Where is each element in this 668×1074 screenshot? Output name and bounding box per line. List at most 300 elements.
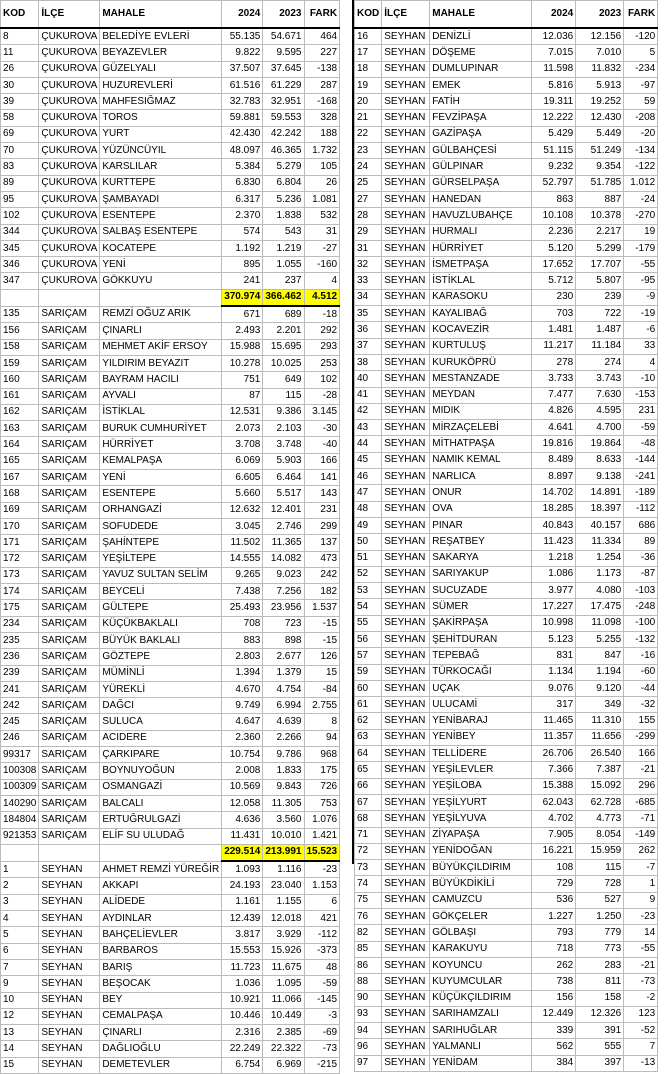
cell-kod[interactable]: 242 — [1, 698, 39, 714]
cell-kod[interactable]: 25 — [355, 175, 382, 191]
cell-2023[interactable]: 779 — [576, 925, 624, 941]
cell-2024[interactable]: 574 — [222, 224, 263, 240]
cell-2024[interactable]: 11.431 — [222, 828, 263, 844]
cell-2023[interactable]: 4.700 — [576, 420, 624, 436]
cell-mahalle[interactable]: DAĞCI — [100, 698, 222, 714]
cell-mahalle[interactable]: BAHÇELİEVLER — [100, 927, 222, 943]
cell-2024[interactable]: 10.921 — [222, 992, 263, 1008]
cell-fark[interactable]: -248 — [624, 599, 658, 615]
cell-mahalle[interactable]: OVA — [430, 501, 532, 517]
cell-fark[interactable]: 532 — [304, 208, 340, 224]
cell-2023[interactable]: 5.299 — [576, 240, 624, 256]
cell-2023[interactable]: 5.913 — [576, 77, 624, 93]
cell-2023[interactable]: 11.334 — [576, 534, 624, 550]
cell-fark[interactable]: 296 — [624, 778, 658, 794]
cell-2024[interactable]: 1.192 — [222, 240, 263, 256]
cell-kod[interactable]: 23 — [355, 143, 382, 159]
cell-fark[interactable]: -13 — [624, 1055, 658, 1071]
cell-fark[interactable]: -60 — [624, 664, 658, 680]
cell-ilce[interactable]: SEYHAN — [39, 1041, 100, 1057]
cell-ilce[interactable]: SEYHAN — [382, 1055, 430, 1071]
cell-ilce[interactable]: SEYHAN — [382, 566, 430, 582]
cell-fark[interactable]: 968 — [304, 747, 340, 763]
cell-2023[interactable]: 158 — [576, 990, 624, 1006]
cell-2023[interactable]: 1.833 — [263, 763, 304, 779]
cell-mahalle[interactable]: ÇINARLI — [100, 323, 222, 339]
cell-mahalle[interactable]: AHMET REMZİ YÜREĞİR — [100, 861, 222, 878]
cell-fark[interactable]: -685 — [624, 794, 658, 810]
cell-mahalle[interactable]: MEHMET AKİF ERSOY — [100, 339, 222, 355]
cell-2024[interactable]: 12.531 — [222, 404, 263, 420]
cell-kod[interactable]: 45 — [355, 452, 382, 468]
cell-mahalle[interactable]: MAHFESIĞMAZ — [100, 94, 222, 110]
cell-mahalle[interactable]: SARIHUĞLAR — [430, 1023, 532, 1039]
cell-kod[interactable]: 17 — [355, 45, 382, 61]
cell-ilce[interactable]: SARIÇAM — [39, 779, 100, 795]
cell-fark[interactable]: -23 — [624, 909, 658, 925]
cell-ilce[interactable]: SEYHAN — [382, 289, 430, 305]
cell-2023[interactable]: 1.116 — [263, 861, 304, 878]
cell-2024[interactable]: 2.493 — [222, 323, 263, 339]
cell-2023[interactable]: 10.010 — [263, 828, 304, 844]
cell-2023[interactable]: 2.201 — [263, 323, 304, 339]
cell-kod[interactable]: 346 — [1, 257, 39, 273]
cell-fark[interactable]: 8 — [304, 714, 340, 730]
cell-kod[interactable]: 3 — [1, 894, 39, 910]
cell-fark[interactable]: 287 — [304, 77, 340, 93]
cell-2024[interactable]: 10.446 — [222, 1008, 263, 1024]
cell-2024[interactable]: 671 — [222, 306, 263, 323]
cell-kod[interactable]: 97 — [355, 1055, 382, 1071]
cell-kod[interactable]: 171 — [1, 535, 39, 551]
cell-2023[interactable]: 213.991 — [263, 844, 304, 861]
cell-2024[interactable]: 15.553 — [222, 943, 263, 959]
cell-mahalle[interactable]: YENİDOĞAN — [430, 843, 532, 859]
cell-kod[interactable]: 19 — [355, 77, 382, 93]
cell-2023[interactable]: 1.095 — [263, 976, 304, 992]
cell-kod[interactable]: 31 — [355, 240, 382, 256]
cell-kod[interactable]: 170 — [1, 518, 39, 534]
cell-2024[interactable]: 895 — [222, 257, 263, 273]
cell-2023[interactable]: 3.743 — [576, 371, 624, 387]
cell-kod[interactable]: 1 — [1, 861, 39, 878]
cell-kod[interactable]: 173 — [1, 567, 39, 583]
cell-2023[interactable]: 349 — [576, 697, 624, 713]
cell-kod[interactable]: 35 — [355, 306, 382, 322]
cell-fark[interactable]: 31 — [304, 224, 340, 240]
cell-2024[interactable]: 10.754 — [222, 747, 263, 763]
cell-2024[interactable]: 4.702 — [532, 811, 576, 827]
cell-fark[interactable]: -69 — [304, 1025, 340, 1041]
cell-mahalle[interactable]: EMEK — [430, 77, 532, 93]
cell-fark[interactable]: 262 — [624, 843, 658, 859]
cell-ilce[interactable]: SARIÇAM — [39, 763, 100, 779]
cell-kod[interactable]: 46 — [355, 469, 382, 485]
cell-2024[interactable]: 5.120 — [532, 240, 576, 256]
cell-2023[interactable]: 237 — [263, 273, 304, 289]
cell-fark[interactable]: -84 — [304, 681, 340, 697]
cell-2024[interactable]: 9.749 — [222, 698, 263, 714]
cell-2024[interactable]: 230 — [532, 289, 576, 305]
cell-mahalle[interactable]: DEMETEVLER — [100, 1057, 222, 1073]
cell-fark[interactable]: -40 — [304, 437, 340, 453]
cell-kod[interactable]: 167 — [1, 470, 39, 486]
cell-2023[interactable]: 6.994 — [263, 698, 304, 714]
cell-2024[interactable]: 5.123 — [532, 631, 576, 647]
cell-2023[interactable]: 15.092 — [576, 778, 624, 794]
cell-2024[interactable]: 14.702 — [532, 485, 576, 501]
cell-2023[interactable]: 5.255 — [576, 631, 624, 647]
cell-kod[interactable]: 7 — [1, 959, 39, 975]
cell-2024[interactable]: 7.905 — [532, 827, 576, 843]
cell-2024[interactable]: 1.394 — [222, 665, 263, 681]
cell-kod[interactable]: 82 — [355, 925, 382, 941]
cell-mahalle[interactable]: HÜRRİYET — [430, 240, 532, 256]
cell-2024[interactable]: 24.193 — [222, 878, 263, 894]
cell-mahalle[interactable]: YÜREKLİ — [100, 681, 222, 697]
cell-fark[interactable]: 473 — [304, 551, 340, 567]
cell-ilce[interactable]: SEYHAN — [382, 534, 430, 550]
cell-ilce[interactable]: ÇUKUROVA — [39, 175, 100, 191]
cell-ilce[interactable]: SARIÇAM — [39, 795, 100, 811]
cell-mahalle[interactable]: HUZUREVLERİ — [100, 77, 222, 93]
cell-kod[interactable]: 245 — [1, 714, 39, 730]
cell-ilce[interactable]: SARIÇAM — [39, 714, 100, 730]
cell-2024[interactable]: 14.555 — [222, 551, 263, 567]
cell-2024[interactable]: 2.236 — [532, 224, 576, 240]
header-ilce[interactable]: İLÇE — [382, 1, 430, 29]
cell-2024[interactable]: 241 — [222, 273, 263, 289]
cell-mahalle[interactable]: GÖLBAŞI — [430, 925, 532, 941]
cell-ilce[interactable]: SEYHAN — [382, 469, 430, 485]
cell-2024[interactable]: 738 — [532, 974, 576, 990]
cell-ilce[interactable]: SEYHAN — [382, 452, 430, 468]
cell-ilce[interactable]: SEYHAN — [382, 371, 430, 387]
header-2024[interactable]: 2024 — [222, 1, 263, 29]
cell-mahalle[interactable]: SALBAŞ ESENTEPE — [100, 224, 222, 240]
cell-mahalle[interactable]: SARIYAKUP — [430, 566, 532, 582]
cell-kod[interactable]: 49 — [355, 517, 382, 533]
cell-ilce[interactable]: SEYHAN — [382, 143, 430, 159]
cell-ilce[interactable]: ÇUKUROVA — [39, 208, 100, 224]
cell-mahalle[interactable]: ŞAKİRPAŞA — [430, 615, 532, 631]
cell-2023[interactable]: 2.266 — [263, 730, 304, 746]
cell-ilce[interactable]: SEYHAN — [382, 501, 430, 517]
cell-ilce[interactable]: SEYHAN — [382, 778, 430, 794]
cell-2023[interactable]: 11.098 — [576, 615, 624, 631]
cell-2023[interactable]: 722 — [576, 306, 624, 322]
cell-fark[interactable]: 231 — [624, 403, 658, 419]
cell-kod[interactable]: 28 — [355, 208, 382, 224]
cell-2024[interactable]: 1.086 — [532, 566, 576, 582]
cell-ilce[interactable]: SEYHAN — [382, 126, 430, 142]
cell-fark[interactable]: -97 — [624, 77, 658, 93]
cell-kod[interactable]: 55 — [355, 615, 382, 631]
cell-2023[interactable]: 32.951 — [263, 94, 304, 110]
cell-kod[interactable]: 30 — [1, 77, 39, 93]
cell-2023[interactable]: 689 — [263, 306, 304, 323]
cell-ilce[interactable]: SEYHAN — [382, 631, 430, 647]
cell-fark[interactable]: 59 — [624, 94, 658, 110]
cell-fark[interactable]: -100 — [624, 615, 658, 631]
cell-2023[interactable]: 9.023 — [263, 567, 304, 583]
cell-2023[interactable]: 12.401 — [263, 502, 304, 518]
cell-mahalle[interactable]: GÜRSELPAŞA — [430, 175, 532, 191]
cell-2024[interactable]: 278 — [532, 354, 576, 370]
cell-kod[interactable]: 102 — [1, 208, 39, 224]
cell-mahalle[interactable]: YÜZÜNCÜYIL — [100, 143, 222, 159]
cell-ilce[interactable]: SEYHAN — [382, 974, 430, 990]
cell-kod[interactable]: 71 — [355, 827, 382, 843]
cell-2024[interactable]: 4.641 — [532, 420, 576, 436]
cell-fark[interactable]: 253 — [304, 355, 340, 371]
cell-ilce[interactable]: SARIÇAM — [39, 535, 100, 551]
cell-ilce[interactable]: SARIÇAM — [39, 551, 100, 567]
cell-ilce[interactable]: ÇUKUROVA — [39, 159, 100, 175]
cell-ilce[interactable]: SEYHAN — [382, 403, 430, 419]
cell-2023[interactable]: 9.386 — [263, 404, 304, 420]
cell-ilce[interactable]: ÇUKUROVA — [39, 191, 100, 207]
cell-fark[interactable]: -270 — [624, 208, 658, 224]
cell-kod[interactable]: 37 — [355, 338, 382, 354]
cell-mahalle[interactable]: GÖKKUYU — [100, 273, 222, 289]
cell-mahalle[interactable]: BEYCELİ — [100, 584, 222, 600]
cell-mahalle[interactable]: FATİH — [430, 94, 532, 110]
cell-2024[interactable]: 1.134 — [532, 664, 576, 680]
cell-2023[interactable]: 23.956 — [263, 600, 304, 616]
cell-fark[interactable]: -3 — [304, 1008, 340, 1024]
cell-2023[interactable]: 11.675 — [263, 959, 304, 975]
cell-ilce[interactable]: SEYHAN — [39, 959, 100, 975]
cell-2024[interactable]: 2.073 — [222, 421, 263, 437]
cell-ilce[interactable]: SEYHAN — [382, 191, 430, 207]
cell-fark[interactable]: -28 — [304, 388, 340, 404]
cell-2024[interactable]: 7.015 — [532, 45, 576, 61]
cell-mahalle[interactable]: KARASOKU — [430, 289, 532, 305]
cell-mahalle[interactable]: CAMUZCU — [430, 892, 532, 908]
cell-mahalle[interactable]: BOYNUYOĞUN — [100, 763, 222, 779]
cell-2023[interactable]: 10.025 — [263, 355, 304, 371]
cell-2024[interactable]: 5.712 — [532, 273, 576, 289]
cell-mahalle[interactable]: DÖŞEME — [430, 45, 532, 61]
cell-mahalle[interactable]: BEY — [100, 992, 222, 1008]
cell-ilce[interactable]: SEYHAN — [382, 843, 430, 859]
cell-mahalle[interactable]: YEŞİLEVLER — [430, 762, 532, 778]
cell-mahalle[interactable]: ELİF SU ULUDAĞ — [100, 828, 222, 844]
cell-fark[interactable]: 299 — [304, 518, 340, 534]
cell-2023[interactable]: 1.254 — [576, 550, 624, 566]
cell-fark[interactable]: 155 — [624, 713, 658, 729]
cell-2024[interactable]: 536 — [532, 892, 576, 908]
cell-fark[interactable]: -59 — [624, 420, 658, 436]
cell-2023[interactable]: 15.959 — [576, 843, 624, 859]
cell-kod[interactable]: 59 — [355, 664, 382, 680]
cell-fark[interactable]: -21 — [624, 957, 658, 973]
cell-fark[interactable]: -44 — [624, 680, 658, 696]
cell-kod[interactable] — [1, 289, 39, 306]
cell-kod[interactable]: 175 — [1, 600, 39, 616]
cell-2024[interactable]: 2.360 — [222, 730, 263, 746]
cell-2024[interactable]: 2.008 — [222, 763, 263, 779]
cell-fark[interactable]: 7 — [624, 1039, 658, 1055]
cell-fark[interactable]: 726 — [304, 779, 340, 795]
cell-ilce[interactable]: SARIÇAM — [39, 339, 100, 355]
cell-fark[interactable]: -15 — [304, 616, 340, 632]
cell-fark[interactable]: 9 — [624, 892, 658, 908]
cell-2024[interactable]: 708 — [222, 616, 263, 632]
cell-2023[interactable]: 9.138 — [576, 469, 624, 485]
cell-ilce[interactable]: SARIÇAM — [39, 323, 100, 339]
cell-mahalle[interactable] — [100, 289, 222, 306]
header-fark[interactable]: FARK — [304, 1, 340, 29]
cell-2023[interactable]: 2.217 — [576, 224, 624, 240]
cell-fark[interactable]: -153 — [624, 387, 658, 403]
cell-ilce[interactable]: SEYHAN — [39, 992, 100, 1008]
cell-kod[interactable]: 68 — [355, 811, 382, 827]
cell-2024[interactable]: 42.430 — [222, 126, 263, 142]
cell-mahalle[interactable]: KAYALIBAĞ — [430, 306, 532, 322]
cell-ilce[interactable]: SARIÇAM — [39, 388, 100, 404]
cell-mahalle[interactable]: DAĞLIOĞLU — [100, 1041, 222, 1057]
cell-2024[interactable]: 108 — [532, 860, 576, 876]
cell-mahalle[interactable]: KURTULUŞ — [430, 338, 532, 354]
cell-2024[interactable]: 19.311 — [532, 94, 576, 110]
cell-kod[interactable]: 20 — [355, 94, 382, 110]
cell-mahalle[interactable]: MİRZAÇELEBİ — [430, 420, 532, 436]
cell-ilce[interactable]: SEYHAN — [382, 909, 430, 925]
cell-mahalle[interactable]: BALCALI — [100, 795, 222, 811]
cell-ilce[interactable]: ÇUKUROVA — [39, 77, 100, 93]
cell-2023[interactable]: 11.066 — [263, 992, 304, 1008]
cell-kod[interactable]: 56 — [355, 631, 382, 647]
cell-2024[interactable]: 87 — [222, 388, 263, 404]
cell-ilce[interactable]: SEYHAN — [39, 1008, 100, 1024]
cell-kod[interactable]: 39 — [1, 94, 39, 110]
cell-ilce[interactable]: SEYHAN — [382, 664, 430, 680]
cell-fark[interactable]: -103 — [624, 583, 658, 599]
cell-mahalle[interactable]: YEŞİLYUVA — [430, 811, 532, 827]
cell-2024[interactable]: 12.222 — [532, 110, 576, 126]
cell-fark[interactable]: -36 — [624, 550, 658, 566]
cell-2023[interactable]: 11.305 — [263, 795, 304, 811]
cell-mahalle[interactable]: HÜRRİYET — [100, 437, 222, 453]
cell-2023[interactable]: 1.055 — [263, 257, 304, 273]
cell-mahalle[interactable]: ÇINARLI — [100, 1025, 222, 1041]
cell-fark[interactable]: 1.012 — [624, 175, 658, 191]
cell-fark[interactable]: -52 — [624, 1023, 658, 1039]
cell-kod[interactable]: 99317 — [1, 747, 39, 763]
cell-fark[interactable]: -24 — [624, 191, 658, 207]
cell-kod[interactable]: 241 — [1, 681, 39, 697]
cell-kod[interactable]: 158 — [1, 339, 39, 355]
cell-2023[interactable]: 115 — [263, 388, 304, 404]
cell-2023[interactable]: 7.630 — [576, 387, 624, 403]
cell-2023[interactable]: 5.236 — [263, 191, 304, 207]
cell-2024[interactable]: 11.502 — [222, 535, 263, 551]
cell-mahalle[interactable]: OSMANGAZİ — [100, 779, 222, 795]
cell-2023[interactable]: 2.746 — [263, 518, 304, 534]
cell-mahalle[interactable]: ERTUĞRULGAZİ — [100, 812, 222, 828]
cell-kod[interactable]: 16 — [355, 28, 382, 45]
cell-kod[interactable]: 27 — [355, 191, 382, 207]
cell-mahalle[interactable]: YEŞİLOBA — [430, 778, 532, 794]
cell-2023[interactable]: 7.010 — [576, 45, 624, 61]
cell-kod[interactable]: 4 — [1, 911, 39, 927]
cell-ilce[interactable]: SARIÇAM — [39, 453, 100, 469]
cell-mahalle[interactable]: MIDIK — [430, 403, 532, 419]
cell-ilce[interactable]: SEYHAN — [382, 436, 430, 452]
cell-2024[interactable]: 7.438 — [222, 584, 263, 600]
cell-2023[interactable]: 1.194 — [576, 664, 624, 680]
cell-mahalle[interactable]: YURT — [100, 126, 222, 142]
cell-kod[interactable]: 26 — [1, 61, 39, 77]
cell-ilce[interactable]: SEYHAN — [382, 77, 430, 93]
cell-ilce[interactable]: ÇUKUROVA — [39, 61, 100, 77]
cell-ilce[interactable]: SEYHAN — [382, 876, 430, 892]
cell-kod[interactable]: 5 — [1, 927, 39, 943]
cell-kod[interactable]: 66 — [355, 778, 382, 794]
cell-fark[interactable]: 89 — [624, 534, 658, 550]
cell-mahalle[interactable]: KARSLILAR — [100, 159, 222, 175]
cell-2023[interactable]: 15.695 — [263, 339, 304, 355]
cell-2023[interactable]: 62.728 — [576, 794, 624, 810]
cell-mahalle[interactable]: KEMALPAŞA — [100, 453, 222, 469]
cell-mahalle[interactable]: REŞATBEY — [430, 534, 532, 550]
cell-fark[interactable]: -73 — [624, 974, 658, 990]
cell-kod[interactable]: 32 — [355, 257, 382, 273]
cell-fark[interactable]: -48 — [624, 436, 658, 452]
cell-kod[interactable]: 235 — [1, 632, 39, 648]
cell-kod[interactable]: 83 — [1, 159, 39, 175]
cell-mahalle[interactable]: BARIŞ — [100, 959, 222, 975]
cell-mahalle[interactable]: SUCUZADE — [430, 583, 532, 599]
cell-2023[interactable]: 898 — [263, 632, 304, 648]
cell-2024[interactable]: 9.076 — [532, 680, 576, 696]
cell-2024[interactable]: 863 — [532, 191, 576, 207]
cell-fark[interactable]: -132 — [624, 631, 658, 647]
cell-2024[interactable]: 729 — [532, 876, 576, 892]
cell-2024[interactable]: 4.826 — [532, 403, 576, 419]
cell-2023[interactable]: 1.250 — [576, 909, 624, 925]
cell-2023[interactable]: 9.595 — [263, 45, 304, 61]
cell-2023[interactable]: 19.252 — [576, 94, 624, 110]
cell-2023[interactable]: 4.080 — [576, 583, 624, 599]
cell-mahalle[interactable]: KÜÇÜKBAKLALI — [100, 616, 222, 632]
cell-2023[interactable]: 12.018 — [263, 911, 304, 927]
cell-kod[interactable]: 13 — [1, 1025, 39, 1041]
cell-ilce[interactable]: SEYHAN — [382, 338, 430, 354]
cell-kod[interactable]: 40 — [355, 371, 382, 387]
cell-mahalle[interactable]: GÜLBAHÇESİ — [430, 143, 532, 159]
cell-2024[interactable]: 339 — [532, 1023, 576, 1039]
cell-fark[interactable]: -18 — [304, 306, 340, 323]
cell-kod[interactable]: 54 — [355, 599, 382, 615]
cell-kod[interactable]: 69 — [1, 126, 39, 142]
cell-kod[interactable]: 29 — [355, 224, 382, 240]
cell-2023[interactable]: 17.475 — [576, 599, 624, 615]
header-kod[interactable]: KOD — [355, 1, 382, 29]
cell-2024[interactable]: 262 — [532, 957, 576, 973]
cell-fark[interactable]: -234 — [624, 61, 658, 77]
cell-kod[interactable]: 135 — [1, 306, 39, 323]
cell-kod[interactable]: 70 — [1, 143, 39, 159]
cell-mahalle[interactable]: YAVUZ SULTAN SELİM — [100, 567, 222, 583]
cell-2024[interactable]: 7.366 — [532, 762, 576, 778]
cell-2024[interactable]: 55.135 — [222, 28, 263, 45]
cell-mahalle[interactable]: KUYUMCULAR — [430, 974, 532, 990]
cell-2024[interactable]: 9.822 — [222, 45, 263, 61]
cell-ilce[interactable]: SARIÇAM — [39, 600, 100, 616]
